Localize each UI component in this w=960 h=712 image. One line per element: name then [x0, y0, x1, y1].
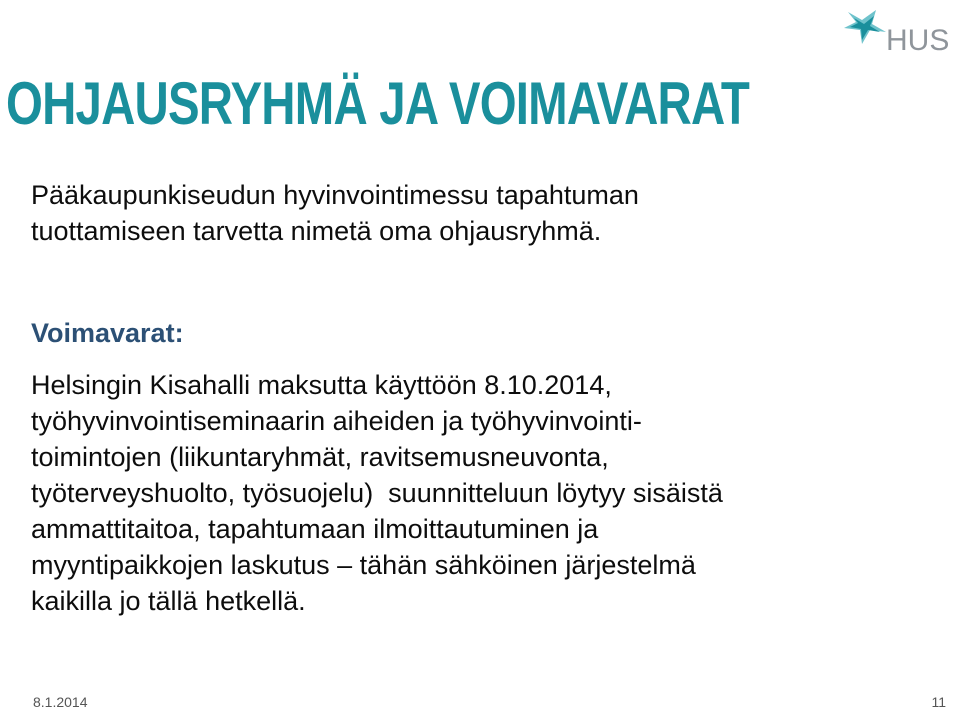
intro-line: tuottamiseen tarvetta nimetä oma ohjausryhmä. — [31, 216, 602, 246]
resources-line: kaikilla jo tällä hetkellä. — [31, 586, 306, 616]
resources-paragraph — [31, 367, 931, 619]
resources-line: myyntipaikkojen laskutus – tähän sähköinen järjestelmä — [31, 550, 696, 580]
intro-paragraph — [31, 177, 931, 249]
footer-date: 8.1.2014 — [33, 694, 88, 710]
page-number: 11 — [931, 694, 946, 710]
resources-line: ammattitaitoa, tapahtumaan ilmoittautuminen ja — [31, 514, 599, 544]
resources-line: Helsingin Kisahalli maksutta käyttöön 8.10.2014, — [31, 370, 612, 400]
intro-line: Pääkaupunkiseudun hyvinvointimessu tapahtuman — [31, 180, 639, 210]
logo-text: HUS — [886, 24, 950, 56]
hus-logo — [842, 8, 960, 56]
hus-cross-icon — [842, 8, 960, 56]
resources-heading: Voimavarat: — [31, 318, 184, 348]
resources-line: toimintojen (liikuntaryhmät, ravitsemusneuvonta, — [31, 442, 609, 472]
resources-line: työhyvinvointiseminaarin aiheiden ja työhyvinvointi- — [31, 406, 642, 436]
resources-line: työterveyshuolto, työsuojelu) suunnitteluun löytyy sisäistä — [31, 478, 723, 508]
slide-title: OHJAUSRYHMÄ JA VOIMAVARAT — [6, 70, 750, 137]
